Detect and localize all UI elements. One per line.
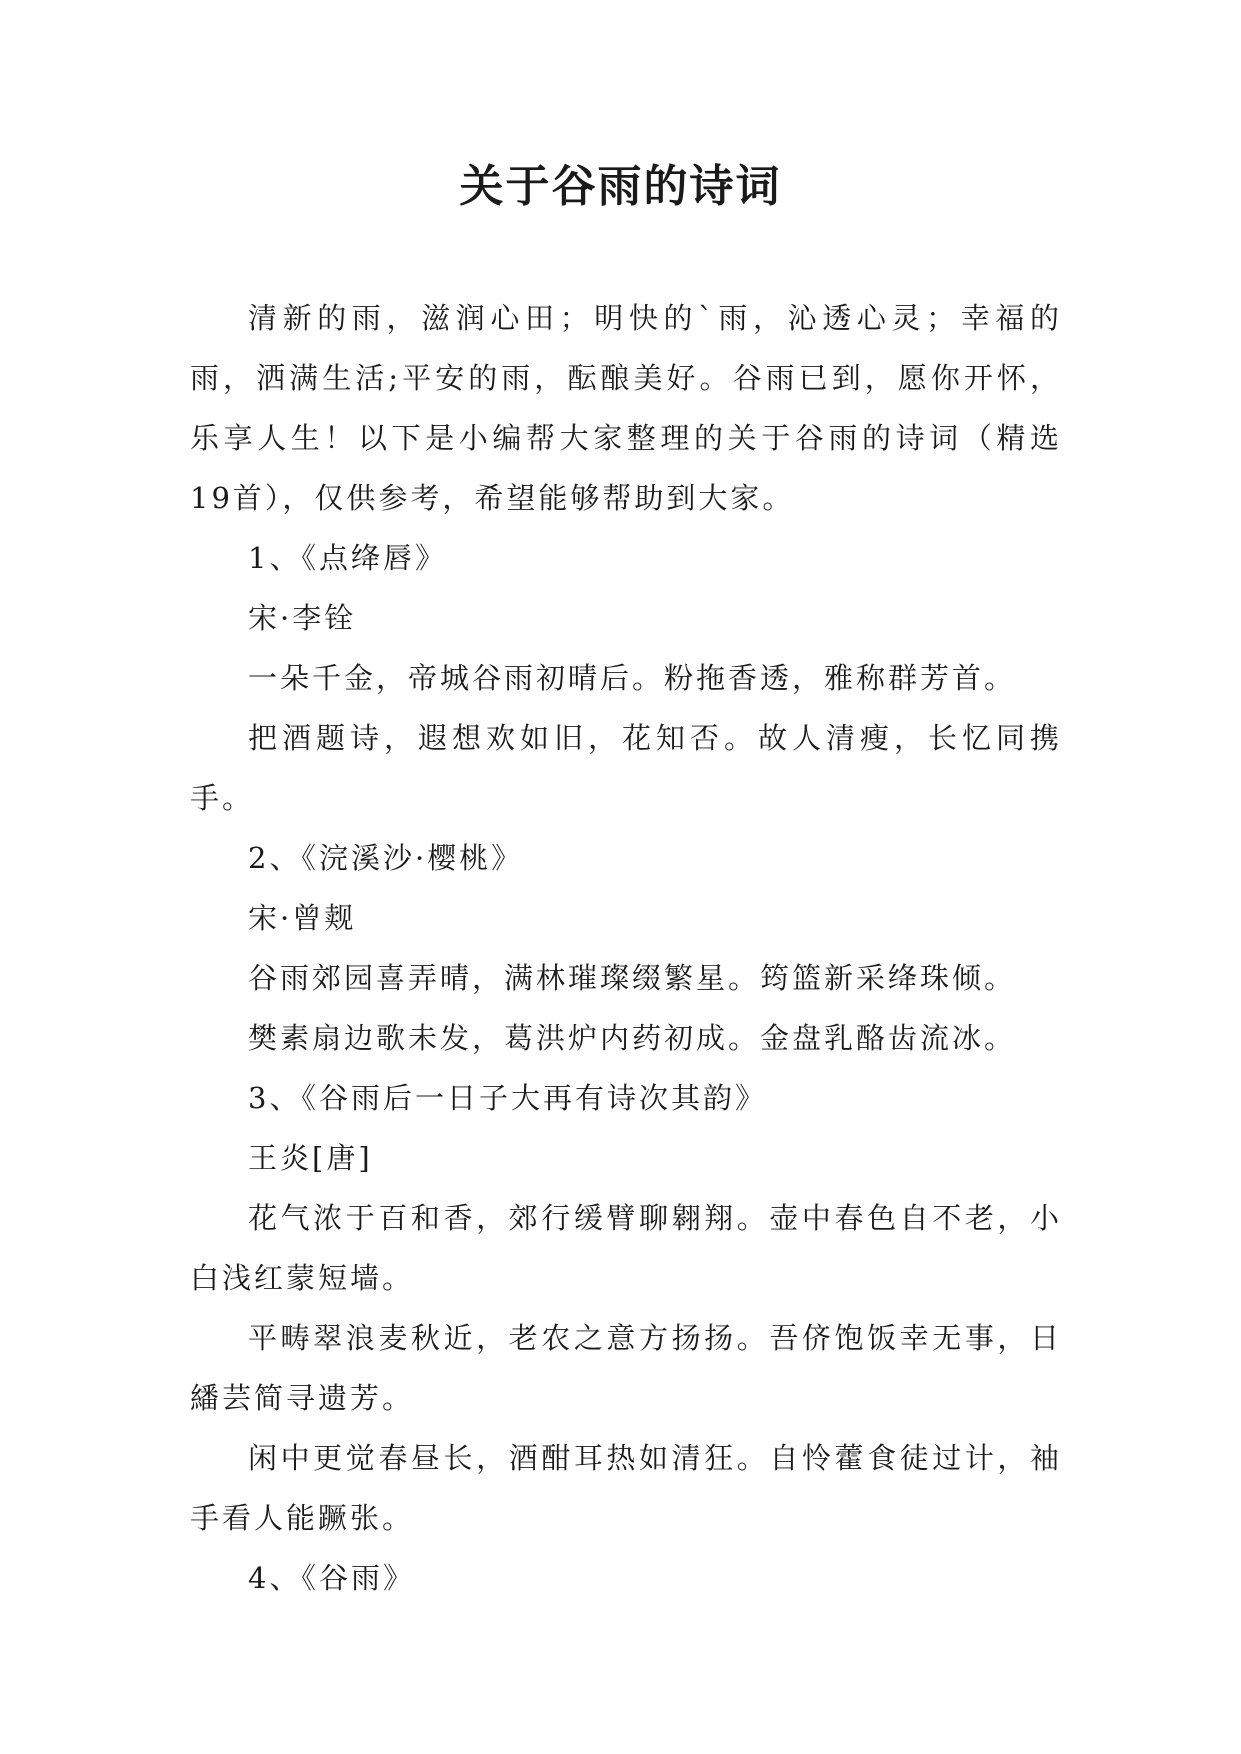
- poem-2-line: 樊素扇边歌未发，葛洪炉内药初成。金盘乳酪齿流冰。: [248, 1021, 1017, 1055]
- poem-2-line: 谷雨郊园喜弄晴，满林璀璨缀繁星。筠篮新采绛珠倾。: [248, 961, 1017, 995]
- intro-paragraph: 清新的雨，滋润心田；明快的`雨，沁透心灵；幸福的雨，洒满生活;平安的雨，酝酿美好。谷雨已到，愿你开怀，乐享人生！以下是小编帮大家整理的关于谷雨的诗词（精选19首），仅供参考，希望能够帮助到大家。: [190, 301, 1062, 515]
- poem-3-author: 王炎[唐]: [248, 1141, 373, 1175]
- poem-3-stanza: 花气浓于百和香，郊行缓臂聊翱翔。壶中春色自不老，小白浅红蒙短墙。: [190, 1201, 1062, 1295]
- poem-3-stanza: 闲中更觉春昼长，酒酣耳热如清狂。自怜藿食徒过计，袖手看人能蹶张。: [190, 1441, 1062, 1535]
- poem-1-line: 把酒题诗，遐想欢如旧，花知否。故人清瘦，长忆同携手。: [190, 721, 1062, 815]
- poem-3-title: 3、《谷雨后一日子大再有诗次其韵》: [248, 1081, 767, 1115]
- poem-2-author: 宋·曾觌: [248, 901, 357, 935]
- poem-1-title: 1、《点绛唇》: [248, 541, 447, 575]
- poem-1-line: 一朵千金，帝城谷雨初晴后。粉拖香透，雅称群芳首。: [248, 661, 1017, 695]
- poem-1-author: 宋·李铨: [248, 601, 357, 635]
- document-body: [190, 288, 1062, 1608]
- poem-2-title: 2、《浣溪沙·樱桃》: [248, 841, 524, 875]
- poem-4-title: 4、《谷雨》: [248, 1561, 415, 1595]
- poem-3-stanza: 平畴翠浪麦秋近，老农之意方扬扬。吾侪饱饭幸无事，日繙芸简寻遗芳。: [190, 1321, 1062, 1415]
- page-title: 关于谷雨的诗词: [459, 161, 782, 212]
